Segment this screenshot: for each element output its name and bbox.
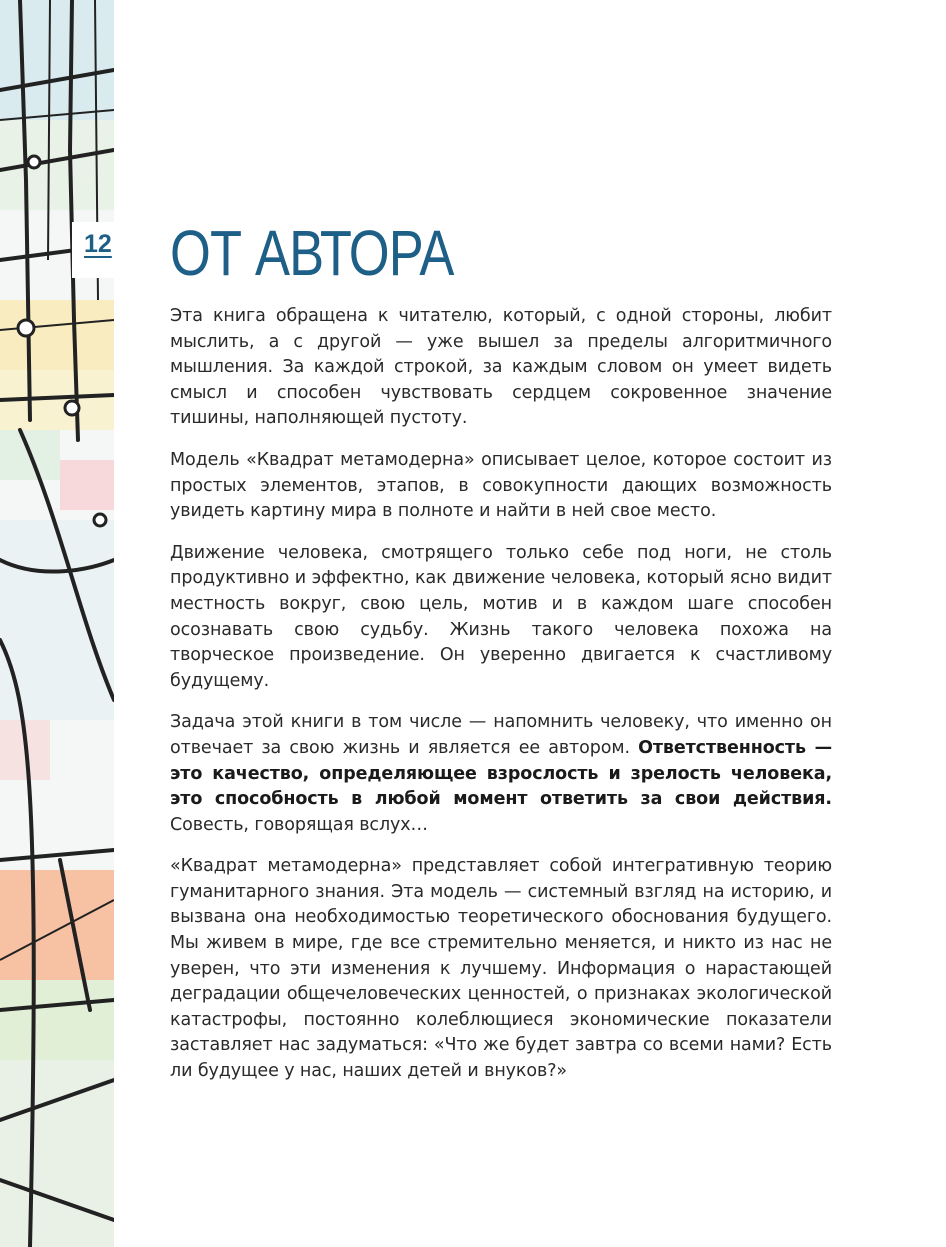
page-number: 12 <box>84 230 112 258</box>
paragraph-2: Модель «Квадрат метамодерна» описывает целое, которое состоит из простых элементов, этапов, в совокупности дающих возможность увидеть картину мира в полноте и найти в ней свое место. <box>170 449 832 522</box>
decorative-side-illustration <box>0 0 114 1247</box>
paragraph-3: Движение человека, смотрящего только себе под ноги, не столь продуктивно и эффектно, как движение человека, который ясно видит местность вокруг, свою цель, мотив и в каждом шаге способен осознавать свою судьбу. Жизнь такого человека похожа на творческое произведение. Он уверенно двигается к счастливому будущему. <box>170 542 832 691</box>
paragraph-1: Эта книга обращена к читателю, который, с одной стороны, любит мыслить, а с другой — уже вышел за пределы алгоритмичного мышления. За каждой строкой, за каждым словом он умеет видеть смысл и способен чувствовать сердцем сокровенное значение тишины, наполняющей пустоту. <box>170 306 832 429</box>
paragraph-4-emphasis: Ответственность — это качество, определяющее взрослость и зрелость человека, это способность в любой момент ответить за свои действия. <box>170 737 832 810</box>
stained-glass-drawing <box>0 0 114 1247</box>
paragraph-5: «Квадрат метамодерна» представляет собой интегративную теорию гуманитарного знания. Эта модель — системный взгляд на историю, и вызвана она необходимостью теоретического обоснования будущего. Мы живем в мире, где все стремительно меняется, и никто из нас не уверен, что эти изменения к лучшему. Информация о нарастающей деградации общечеловеческих ценностей, о признаках экологической катастрофы, постоянно колеблющиеся экономические показатели заставляет нас задуматься: «Что же будет завтра со всеми нами? Есть ли будущее у нас, наших детей и внуков?» <box>170 856 832 1082</box>
paragraph-4-intro: Задача этой книги в том числе — напомнить человеку, что именно он отвечает за свою жизнь и является ее автором. <box>170 712 832 758</box>
article-body <box>170 304 832 1101</box>
paragraph-4 <box>170 710 832 838</box>
paragraph-4-ending: Совесть, говорящая вслух… <box>170 814 428 835</box>
page-title: ОТ АВТОРА <box>170 217 454 289</box>
